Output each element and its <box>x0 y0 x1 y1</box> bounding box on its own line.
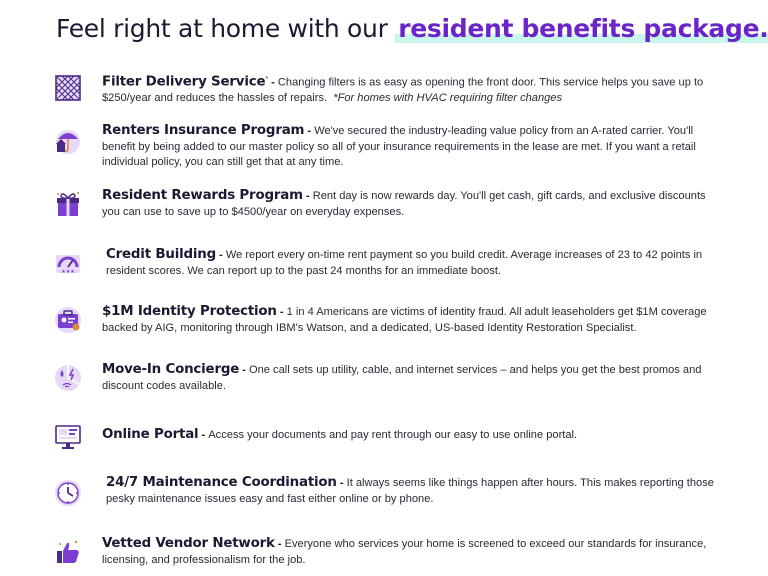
clock-icon <box>54 479 82 507</box>
benefit-description: Everyone who services your home is screened to exceed our standards for insurance, licensing, and professionalism for the job. <box>102 538 707 566</box>
benefit-description: One call sets up utility, cable, and internet services – and helps you get the best promos and discount codes available. <box>102 364 702 392</box>
title-separator: - <box>198 429 209 441</box>
benefit-text <box>102 427 722 444</box>
benefit-description: 1 in 4 Americans are victims of identity fraud. All adult leaseholders get $1M coverage backed by AIG, monitoring through IBM's Watson, and a dedicated, US-based Identity Restoration Specialist. <box>102 306 707 334</box>
benefit-text <box>102 362 722 394</box>
benefit-description: We've secured the industry-leading value policy from an A-rated carrier. You'll benefit by being added to our master policy so all of your insurance requirements in the lease are met. If you want a retail individual policy, you can still get that at any time. <box>102 125 696 169</box>
page-headline <box>56 14 768 43</box>
utilities-icon <box>54 364 82 392</box>
benefit-description: Access your documents and pay rent through our easy to use online portal. <box>208 429 578 441</box>
credit-gauge-icon <box>54 249 82 277</box>
title-separator: - <box>239 364 249 376</box>
benefit-description: It always seems like things happen after hours. This makes reporting those pesky maintenance issues easy and fast either online or by phone. <box>106 477 714 505</box>
title-separator: - <box>276 306 287 318</box>
monitor-icon <box>54 423 82 451</box>
benefit-title: Online Portal <box>102 427 199 442</box>
headline-prefix: Feel right at home with our <box>56 14 396 43</box>
benefit-text <box>106 247 726 279</box>
benefit-footnote: *For homes with HVAC requiring filter changes <box>333 92 563 105</box>
title-separator: - <box>304 125 315 137</box>
benefit-text <box>106 475 726 507</box>
benefit-text <box>102 304 722 336</box>
filter-icon <box>54 74 82 102</box>
id-card-icon <box>54 306 82 334</box>
title-asterisk: * <box>265 76 269 83</box>
benefit-text <box>102 123 722 171</box>
benefit-title: Filter Delivery Service <box>102 74 266 90</box>
title-separator: - <box>274 538 285 550</box>
benefit-title: 24/7 Maintenance Coordination <box>106 475 337 490</box>
benefit-text <box>102 536 722 568</box>
benefit-text <box>102 188 722 220</box>
benefit-description: Rent day is now rewards day. You'll get cash, gift cards, and exclusive discounts you can use to save up to $4500/year on everyday expenses. <box>102 190 706 218</box>
benefit-title: Vetted Vendor Network <box>102 536 275 551</box>
umbrella-house-icon <box>54 127 82 155</box>
title-separator: - <box>268 76 278 89</box>
svg-text:★★★: ★★★ <box>61 269 75 275</box>
benefit-title: Renters Insurance Program <box>102 123 305 138</box>
benefit-title: Credit Building <box>106 247 216 262</box>
benefit-title: Move-In Concierge <box>102 362 240 377</box>
gift-icon <box>54 190 82 218</box>
benefit-title: $1M Identity Protection <box>102 304 277 319</box>
headline-highlight: resident benefits package. <box>395 14 768 43</box>
title-separator: - <box>302 190 313 202</box>
benefit-description: We report every on-time rent payment so you build credit. Average increases of 23 to 42 points in resident scores. We can report up to the past 24 months for an immediate boost. <box>106 249 703 277</box>
benefit-description: Changing filters is as easy as opening the front door. This service helps you save up to $250/year and reduces the hassles of repairs. <box>102 76 704 105</box>
benefit-title: Resident Rewards Program <box>102 188 303 203</box>
benefit-text <box>102 72 722 107</box>
thumbs-up-icon <box>54 538 82 566</box>
title-separator: - <box>215 249 226 261</box>
title-separator: - <box>336 477 347 489</box>
